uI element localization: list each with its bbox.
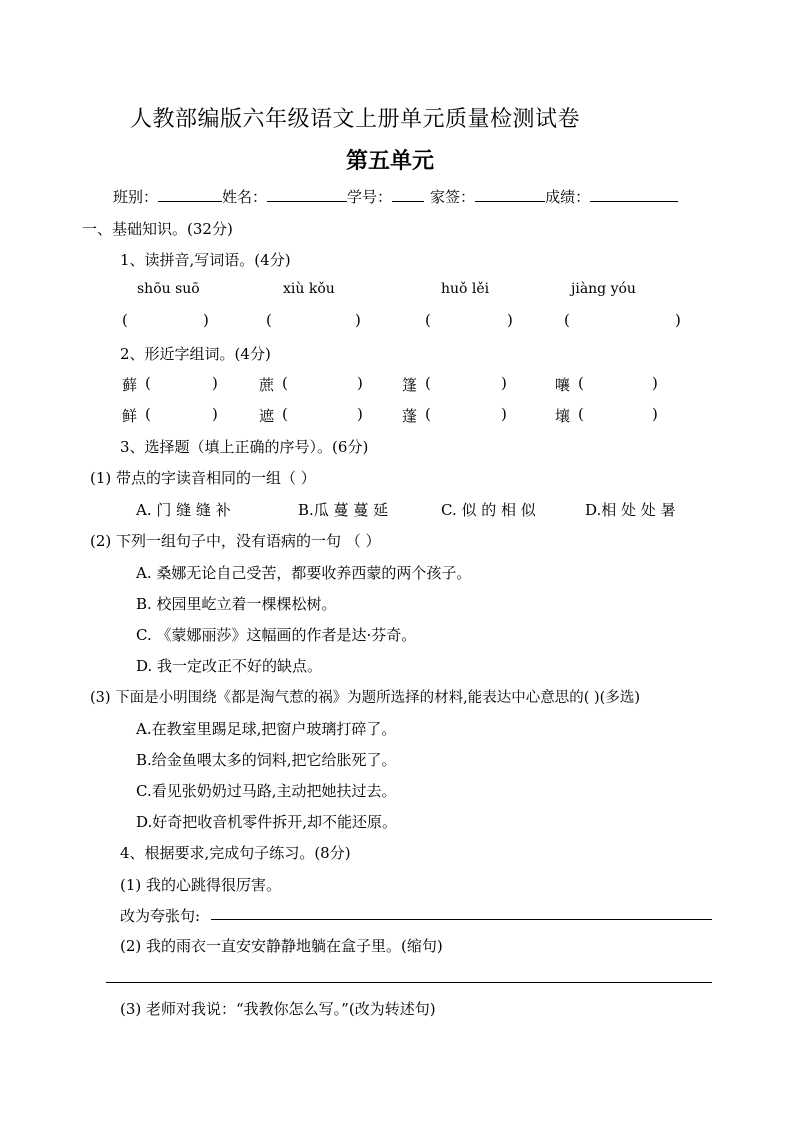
answer-line-2[interactable]: [106, 982, 712, 983]
char-6: 遮: [259, 407, 275, 425]
char-4: 嚷: [555, 376, 571, 394]
answer-paren-open[interactable]: (: [578, 374, 584, 392]
answer-paren-close-2: ): [355, 311, 361, 329]
answer-paren-close: ): [501, 374, 507, 392]
pinyin-4: jiàng yóu: [571, 281, 636, 297]
q3-part3-option-a[interactable]: A.在教室里踢足球,把窗户玻璃打碎了。: [136, 720, 397, 738]
class-label: 班别：: [113, 188, 159, 206]
answer-paren-open-3[interactable]: (: [425, 311, 431, 329]
answer-paren-open[interactable]: (: [282, 374, 288, 392]
char-3: 篷: [402, 376, 418, 394]
answer-paren-open[interactable]: (: [145, 374, 151, 392]
q3-part2-option-d[interactable]: D. 我一定改正不好的缺点。: [136, 657, 323, 675]
answer-line-1[interactable]: [211, 919, 712, 920]
name-blank[interactable]: [267, 186, 347, 202]
q3-part1-option-c[interactable]: C. 似 的 相 似: [441, 501, 536, 519]
q4-sentence-3: (3) 老师对我说：“我教你怎么写。”(改为转述句): [120, 1000, 436, 1018]
q3-part2-option-a[interactable]: A. 桑娜无论自己受苦，都要收养西蒙的两个孩子。: [136, 564, 472, 582]
answer-paren-open[interactable]: (: [145, 405, 151, 423]
q3-heading: 3、选择题（填上正确的序号）。(6分): [120, 438, 369, 456]
answer-paren-close-4: ): [675, 311, 681, 329]
exam-title: 人教部编版六年级语文上册单元质量检测试卷: [130, 107, 581, 132]
char-2: 蔗: [259, 376, 275, 394]
q3-part1-option-a[interactable]: A. 门 缝 缝 补: [136, 501, 231, 519]
name-label: 姓名：: [222, 188, 268, 206]
char-7: 蓬: [402, 407, 418, 425]
q2-heading: 2、形近字组词。(4分): [120, 345, 271, 363]
pinyin-3: huǒ lěi: [441, 281, 490, 297]
answer-paren-close: ): [357, 405, 363, 423]
answer-paren-close-1: ): [203, 311, 209, 329]
score-blank[interactable]: [590, 186, 678, 202]
q4-heading: 4、根据要求,完成句子练习。(8分): [120, 844, 351, 862]
answer-paren-close: ): [357, 374, 363, 392]
answer-paren-close: ): [212, 374, 218, 392]
char-5: 鲜: [122, 407, 138, 425]
id-blank[interactable]: [392, 186, 424, 202]
q4-sentence-1: (1) 我的心跳得很厉害。: [120, 876, 282, 894]
answer-paren-close: ): [652, 405, 658, 423]
pinyin-2: xiù kǒu: [283, 281, 335, 297]
answer-paren-open[interactable]: (: [425, 374, 431, 392]
answer-paren-open[interactable]: (: [425, 405, 431, 423]
answer-paren-close: ): [212, 405, 218, 423]
answer-paren-close-3: ): [507, 311, 513, 329]
q3-part3-option-c[interactable]: C.看见张奶奶过马路,主动把她扶过去。: [136, 782, 397, 800]
q3-part1-stem: (1) 带点的字读音相同的一组（ ）: [90, 469, 316, 487]
id-label: 学号：: [347, 188, 393, 206]
q4-prompt-exaggeration: 改为夸张句:: [120, 907, 201, 925]
score-label: 成绩：: [545, 188, 591, 206]
answer-paren-open[interactable]: (: [578, 405, 584, 423]
sign-blank[interactable]: [475, 186, 545, 202]
answer-paren-close: ): [501, 405, 507, 423]
q1-heading: 1、读拼音,写词语。(4分): [120, 251, 291, 269]
answer-paren-open-1[interactable]: (: [122, 311, 128, 329]
char-8: 壤: [555, 407, 571, 425]
q3-part2-option-b[interactable]: B. 校园里屹立着一棵棵松树。: [136, 595, 337, 613]
pinyin-1: shōu suō: [137, 281, 200, 297]
q3-part1-option-d[interactable]: D.相 处 处 暑: [585, 501, 676, 519]
q3-part2-stem: (2) 下列一组句子中，没有语病的一句 （ ）: [90, 532, 381, 550]
unit-title: 第五单元: [346, 149, 435, 174]
answer-paren-open-4[interactable]: (: [564, 311, 570, 329]
answer-paren-close: ): [652, 374, 658, 392]
q3-part1-option-b[interactable]: B.瓜 蔓 蔓 延: [298, 501, 389, 519]
class-blank[interactable]: [158, 186, 222, 202]
q3-part3-stem: (3) 下面是小明围绕《都是淘气惹的祸》为题所选择的材料,能表达中心意思的( )(多选): [90, 690, 640, 706]
section-heading: 一、基础知识。(32分): [82, 220, 233, 238]
answer-paren-open[interactable]: (: [282, 405, 288, 423]
q4-sentence-2: (2) 我的雨衣一直安安静静地躺在盒子里。(缩句): [120, 937, 443, 955]
q3-part3-option-b[interactable]: B.给金鱼喂太多的饲料,把它给胀死了。: [136, 751, 397, 769]
sign-label: 家签：: [430, 188, 476, 206]
q3-part2-option-c[interactable]: C. 《蒙娜丽莎》这幅画的作者是达·芬奇。: [136, 626, 417, 644]
char-1: 藓: [122, 376, 138, 394]
student-info-row: [113, 186, 678, 207]
answer-paren-open-2[interactable]: (: [266, 311, 272, 329]
q3-part3-option-d[interactable]: D.好奇把收音机零件拆开,却不能还原。: [136, 813, 398, 831]
